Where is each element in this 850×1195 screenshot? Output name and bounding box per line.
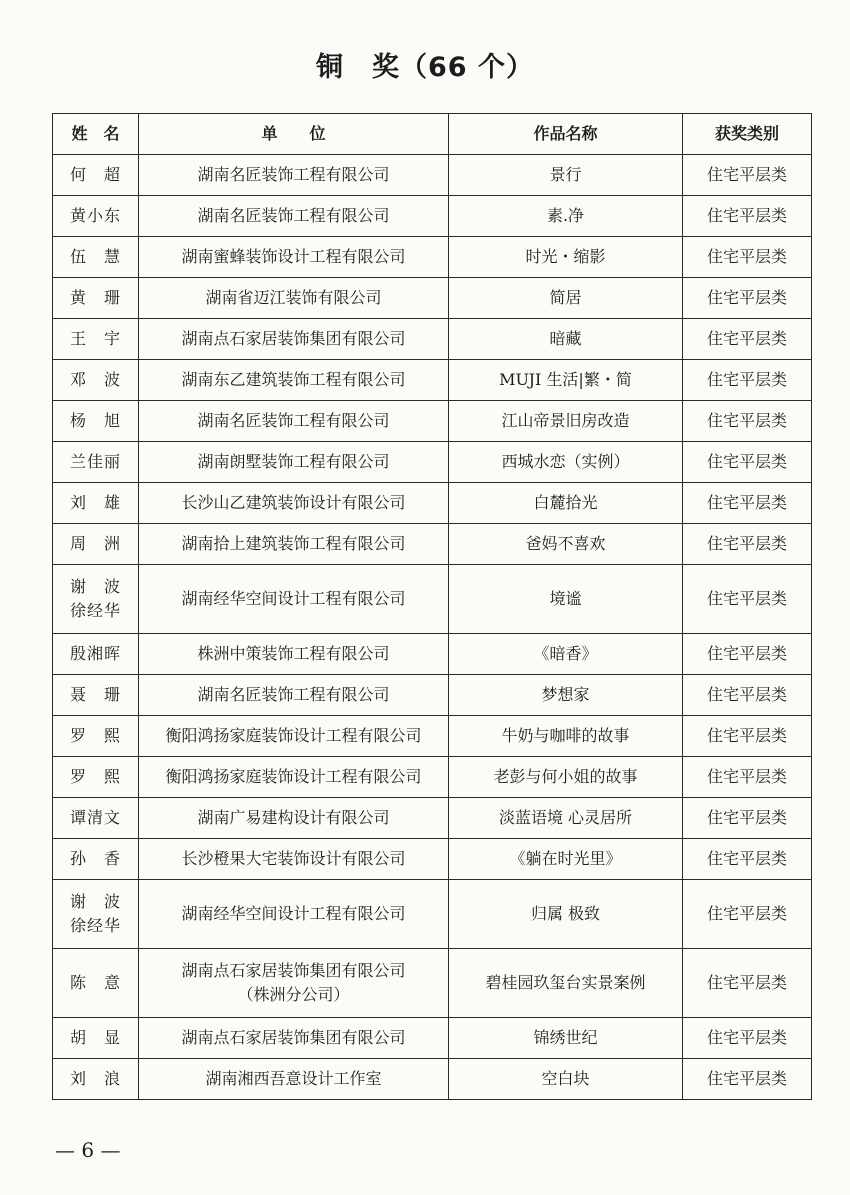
company-unit: 湖南朗墅装饰工程有限公司 — [139, 442, 449, 483]
award-category: 住宅平层类 — [683, 949, 812, 1018]
header-name: 姓 名 — [53, 114, 139, 155]
winner-name: 谭清文 — [53, 798, 139, 839]
table-row — [53, 565, 812, 634]
company-unit: 湖南名匠装饰工程有限公司 — [139, 675, 449, 716]
table-row — [53, 798, 812, 839]
table-row — [53, 839, 812, 880]
header-category: 获奖类别 — [683, 114, 812, 155]
award-category: 住宅平层类 — [683, 155, 812, 196]
award-category: 住宅平层类 — [683, 634, 812, 675]
winner-name: 胡 显 — [53, 1018, 139, 1059]
winner-name: 伍 慧 — [53, 237, 139, 278]
company-unit: 湖南蜜蜂装饰设计工程有限公司 — [139, 237, 449, 278]
award-category: 住宅平层类 — [683, 483, 812, 524]
work-title: 境谧 — [449, 565, 683, 634]
table-row — [53, 675, 812, 716]
table-row — [53, 483, 812, 524]
table-row — [53, 716, 812, 757]
winner-name: 刘 雄 — [53, 483, 139, 524]
award-category: 住宅平层类 — [683, 880, 812, 949]
work-title: 空白块 — [449, 1059, 683, 1100]
work-title: 暗藏 — [449, 319, 683, 360]
company-unit: 湖南名匠装饰工程有限公司 — [139, 401, 449, 442]
work-title: 碧桂园玖玺台实景案例 — [449, 949, 683, 1018]
work-title: 牛奶与咖啡的故事 — [449, 716, 683, 757]
work-title: 简居 — [449, 278, 683, 319]
winner-name: 刘 浪 — [53, 1059, 139, 1100]
company-unit: 衡阳鸿扬家庭装饰设计工程有限公司 — [139, 757, 449, 798]
table-row — [53, 278, 812, 319]
winner-name: 陈 意 — [53, 949, 139, 1018]
table-header-row — [53, 114, 812, 155]
work-title: 《躺在时光里》 — [449, 839, 683, 880]
winner-name: 王 宇 — [53, 319, 139, 360]
table-row — [53, 442, 812, 483]
company-unit: 湖南名匠装饰工程有限公司 — [139, 196, 449, 237]
award-category: 住宅平层类 — [683, 716, 812, 757]
header-work: 作品名称 — [449, 114, 683, 155]
awards-table — [52, 113, 812, 1100]
work-title: 归属 极致 — [449, 880, 683, 949]
award-category: 住宅平层类 — [683, 675, 812, 716]
table-row — [53, 319, 812, 360]
winner-name: 谢 波 徐经华 — [53, 880, 139, 949]
company-unit: 衡阳鸿扬家庭装饰设计工程有限公司 — [139, 716, 449, 757]
award-category: 住宅平层类 — [683, 360, 812, 401]
header-unit: 单 位 — [139, 114, 449, 155]
table-row — [53, 155, 812, 196]
winner-name: 黄 珊 — [53, 278, 139, 319]
company-unit: 湖南点石家居装饰集团有限公司 （株洲分公司） — [139, 949, 449, 1018]
table-row — [53, 401, 812, 442]
award-category: 住宅平层类 — [683, 565, 812, 634]
work-title: 老彭与何小姐的故事 — [449, 757, 683, 798]
table-row — [53, 360, 812, 401]
award-category: 住宅平层类 — [683, 196, 812, 237]
table-row — [53, 880, 812, 949]
company-unit: 湖南湘西吾意设计工作室 — [139, 1059, 449, 1100]
award-category: 住宅平层类 — [683, 442, 812, 483]
work-title: 梦想家 — [449, 675, 683, 716]
work-title: 白麓拾光 — [449, 483, 683, 524]
work-title: 《暗香》 — [449, 634, 683, 675]
table-row — [53, 634, 812, 675]
company-unit: 湖南点石家居装饰集团有限公司 — [139, 319, 449, 360]
company-unit: 湖南广易建构设计有限公司 — [139, 798, 449, 839]
winner-name: 谢 波 徐经华 — [53, 565, 139, 634]
award-category: 住宅平层类 — [683, 319, 812, 360]
work-title: MUJI 生活|繁・简 — [449, 360, 683, 401]
work-title: 锦绣世纪 — [449, 1018, 683, 1059]
table-row — [53, 524, 812, 565]
table-row — [53, 1018, 812, 1059]
winner-name: 周 洲 — [53, 524, 139, 565]
award-category: 住宅平层类 — [683, 839, 812, 880]
work-title: 素.净 — [449, 196, 683, 237]
page-title: 铜 奖（66 个） — [316, 52, 534, 83]
winner-name: 殷湘晖 — [53, 634, 139, 675]
work-title: 爸妈不喜欢 — [449, 524, 683, 565]
award-category: 住宅平层类 — [683, 757, 812, 798]
company-unit: 株洲中策装饰工程有限公司 — [139, 634, 449, 675]
winner-name: 罗 熙 — [53, 716, 139, 757]
winner-name: 孙 香 — [53, 839, 139, 880]
work-title: 时光・缩影 — [449, 237, 683, 278]
company-unit: 湖南名匠装饰工程有限公司 — [139, 155, 449, 196]
winner-name: 兰佳丽 — [53, 442, 139, 483]
company-unit: 湖南经华空间设计工程有限公司 — [139, 880, 449, 949]
award-category: 住宅平层类 — [683, 1059, 812, 1100]
page-number: — 6 — — [55, 1138, 121, 1162]
winner-name: 杨 旭 — [53, 401, 139, 442]
award-category: 住宅平层类 — [683, 798, 812, 839]
company-unit: 长沙山乙建筑装饰设计有限公司 — [139, 483, 449, 524]
winner-name: 罗 熙 — [53, 757, 139, 798]
winner-name: 黄小东 — [53, 196, 139, 237]
award-category: 住宅平层类 — [683, 524, 812, 565]
work-title: 景行 — [449, 155, 683, 196]
award-category: 住宅平层类 — [683, 278, 812, 319]
winner-name: 何 超 — [53, 155, 139, 196]
award-category: 住宅平层类 — [683, 237, 812, 278]
work-title: 淡蓝语境 心灵居所 — [449, 798, 683, 839]
table-row — [53, 237, 812, 278]
company-unit: 湖南经华空间设计工程有限公司 — [139, 565, 449, 634]
winner-name: 聂 珊 — [53, 675, 139, 716]
table-row — [53, 1059, 812, 1100]
work-title: 江山帝景旧房改造 — [449, 401, 683, 442]
winner-name: 邓 波 — [53, 360, 139, 401]
table-row — [53, 757, 812, 798]
table-row — [53, 196, 812, 237]
company-unit: 湖南东乙建筑装饰工程有限公司 — [139, 360, 449, 401]
work-title: 西城水恋（实例） — [449, 442, 683, 483]
award-category: 住宅平层类 — [683, 1018, 812, 1059]
company-unit: 长沙橙果大宅装饰设计有限公司 — [139, 839, 449, 880]
company-unit: 湖南省迈江装饰有限公司 — [139, 278, 449, 319]
company-unit: 湖南拾上建筑装饰工程有限公司 — [139, 524, 449, 565]
table-row — [53, 949, 812, 1018]
company-unit: 湖南点石家居装饰集团有限公司 — [139, 1018, 449, 1059]
table-body — [53, 155, 812, 1100]
award-category: 住宅平层类 — [683, 401, 812, 442]
